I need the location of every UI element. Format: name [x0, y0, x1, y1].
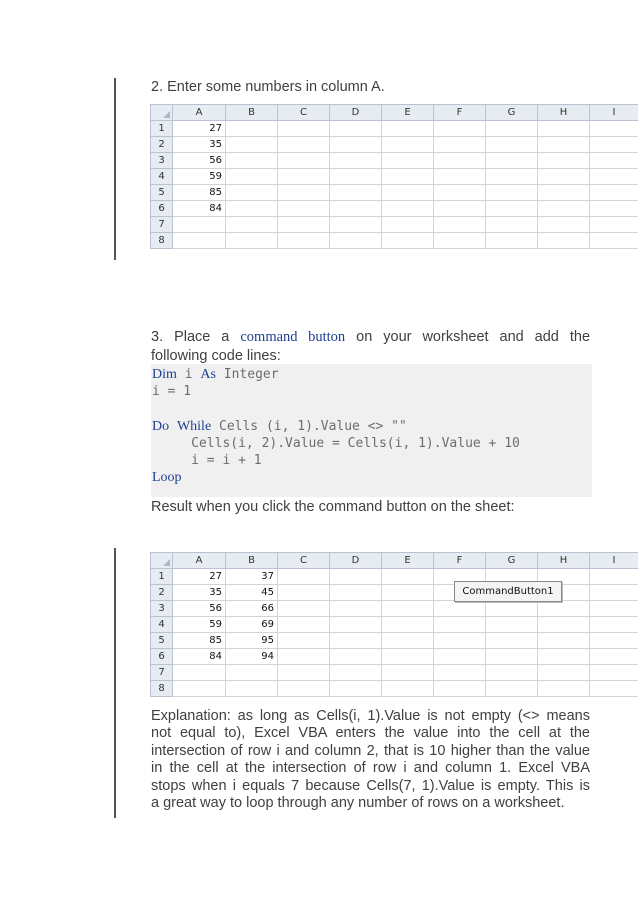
cell[interactable] [226, 137, 278, 153]
cell[interactable] [486, 601, 538, 617]
cell[interactable] [486, 185, 538, 201]
cell[interactable] [226, 217, 278, 233]
cell[interactable] [590, 201, 638, 217]
cell[interactable] [226, 201, 278, 217]
column-header[interactable]: G [486, 553, 538, 569]
cell[interactable] [486, 681, 538, 697]
cell[interactable] [434, 137, 486, 153]
cell[interactable] [434, 633, 486, 649]
cell[interactable] [486, 665, 538, 681]
column-header[interactable]: E [382, 105, 434, 121]
cell[interactable] [226, 665, 278, 681]
cell[interactable] [278, 169, 330, 185]
column-header[interactable]: H [538, 553, 590, 569]
row-header[interactable]: 4 [151, 169, 173, 185]
cell[interactable] [486, 617, 538, 633]
cell[interactable] [590, 185, 638, 201]
cell[interactable] [330, 601, 382, 617]
cell[interactable] [382, 681, 434, 697]
cell[interactable] [278, 617, 330, 633]
column-header[interactable]: D [330, 105, 382, 121]
keyword-dim: Dim [152, 367, 177, 382]
column-header[interactable]: A [173, 105, 226, 121]
cell[interactable] [382, 569, 434, 585]
cell[interactable] [538, 681, 590, 697]
row-header[interactable]: 4 [151, 617, 173, 633]
cell[interactable] [278, 681, 330, 697]
cell[interactable]: 56 [173, 601, 226, 617]
table-row [151, 201, 638, 217]
cell[interactable] [226, 153, 278, 169]
cell[interactable] [278, 665, 330, 681]
command-button-link[interactable]: command button [240, 329, 346, 345]
cell[interactable] [226, 185, 278, 201]
cell[interactable] [330, 121, 382, 137]
keyword-as: As [200, 367, 216, 382]
column-header[interactable]: C [278, 553, 330, 569]
row-header[interactable]: 7 [151, 665, 173, 681]
cell[interactable] [278, 585, 330, 601]
cell[interactable] [382, 585, 434, 601]
row-header[interactable]: 8 [151, 233, 173, 249]
cell[interactable] [590, 665, 638, 681]
cell[interactable] [486, 649, 538, 665]
code-line-6 [152, 469, 182, 486]
cell[interactable] [538, 649, 590, 665]
cell[interactable] [590, 233, 638, 249]
row-header[interactable]: 8 [151, 681, 173, 697]
code-line-4: Cells(i, 2).Value = Cells(i, 1).Value + 10 [152, 436, 520, 451]
cell[interactable]: 85 [173, 633, 226, 649]
cell[interactable] [538, 217, 590, 233]
cell[interactable]: 69 [226, 617, 278, 633]
cell[interactable] [538, 169, 590, 185]
cell[interactable] [434, 185, 486, 201]
cell[interactable] [590, 569, 638, 585]
row-header[interactable]: 1 [151, 121, 173, 137]
cell[interactable] [434, 217, 486, 233]
cell[interactable]: 27 [173, 569, 226, 585]
cell[interactable]: 45 [226, 585, 278, 601]
table-row [151, 617, 638, 633]
cell[interactable] [330, 585, 382, 601]
cell[interactable] [173, 681, 226, 697]
row-header[interactable]: 2 [151, 585, 173, 601]
cell[interactable] [330, 233, 382, 249]
step-3-instruction [151, 328, 590, 347]
table-row [151, 585, 638, 601]
row-header[interactable]: 3 [151, 601, 173, 617]
spreadsheet-column-a [150, 104, 638, 249]
cell[interactable] [382, 601, 434, 617]
cell[interactable] [330, 169, 382, 185]
cell[interactable] [486, 153, 538, 169]
cell[interactable] [382, 185, 434, 201]
step-3-line-2: following code lines: [151, 348, 281, 364]
cell[interactable] [382, 201, 434, 217]
explanation-line: intersection of row i and column 2, that is 10 higher than the value [151, 742, 590, 759]
step-2-instruction: 2. Enter some numbers in column A. [151, 79, 385, 95]
column-header[interactable]: E [382, 553, 434, 569]
explanation-line: a great way to loop through any number of rows on a worksheet. [151, 795, 565, 811]
cell[interactable] [278, 233, 330, 249]
cell[interactable]: 84 [173, 649, 226, 665]
table-row [151, 137, 638, 153]
keyword-loop: Loop [152, 470, 182, 485]
cell[interactable]: 56 [173, 153, 226, 169]
explanation-line: stops when i equals 7 because Cells(7, 1).Value is empty. This is [151, 777, 590, 794]
cell[interactable] [486, 137, 538, 153]
cell[interactable] [486, 201, 538, 217]
table-row [151, 169, 638, 185]
table-row [151, 649, 638, 665]
code-line-2: i = 1 [152, 384, 192, 399]
spreadsheet-result [150, 552, 638, 697]
cell[interactable] [538, 121, 590, 137]
cell[interactable] [330, 153, 382, 169]
cell[interactable] [538, 601, 590, 617]
cell[interactable] [538, 185, 590, 201]
cell[interactable] [486, 233, 538, 249]
cell[interactable] [590, 121, 638, 137]
cell[interactable] [590, 601, 638, 617]
row-header[interactable]: 5 [151, 185, 173, 201]
code-type: Integer [215, 367, 279, 382]
cell[interactable]: 94 [226, 649, 278, 665]
cell[interactable] [330, 617, 382, 633]
cell[interactable] [330, 185, 382, 201]
cell[interactable]: 95 [226, 633, 278, 649]
cell[interactable]: 66 [226, 601, 278, 617]
column-header[interactable]: I [590, 105, 638, 121]
cell[interactable] [538, 665, 590, 681]
select-all-corner[interactable] [151, 553, 173, 569]
cell[interactable] [382, 649, 434, 665]
step-3-pre: 3. Place a [151, 329, 230, 345]
column-header[interactable]: C [278, 105, 330, 121]
cell[interactable] [434, 233, 486, 249]
cell[interactable] [434, 601, 486, 617]
cell[interactable] [538, 633, 590, 649]
cell[interactable] [382, 169, 434, 185]
cell[interactable] [278, 121, 330, 137]
cell[interactable] [382, 633, 434, 649]
cell[interactable] [173, 233, 226, 249]
code-line-1 [152, 366, 279, 383]
cell[interactable] [330, 201, 382, 217]
cell[interactable]: 35 [173, 585, 226, 601]
cell[interactable] [590, 153, 638, 169]
row-header[interactable]: 7 [151, 217, 173, 233]
cell[interactable] [330, 137, 382, 153]
table-row [151, 185, 638, 201]
cell[interactable] [590, 169, 638, 185]
cell[interactable] [278, 153, 330, 169]
explanation-line: not equal to), Excel VBA enters the value into the cell at the [151, 725, 590, 742]
result-caption: Result when you click the command button on the sheet: [151, 499, 515, 515]
margin-bar-bottom [114, 548, 116, 818]
code-condition: Cells (i, 1).Value <> "" [211, 419, 407, 434]
step-3-post: on your worksheet and add the [356, 329, 591, 345]
cell[interactable] [330, 217, 382, 233]
explanation-line: Explanation: as long as Cells(i, 1).Value is not empty (<> means [151, 708, 590, 724]
cell[interactable] [382, 153, 434, 169]
table-row [151, 121, 638, 137]
cell[interactable] [434, 681, 486, 697]
cell[interactable] [330, 681, 382, 697]
table-row [151, 153, 638, 169]
row-header[interactable]: 1 [151, 569, 173, 585]
cell[interactable] [278, 137, 330, 153]
cell[interactable] [486, 633, 538, 649]
column-header-row [151, 553, 638, 569]
cell[interactable]: 84 [173, 201, 226, 217]
cell[interactable] [278, 185, 330, 201]
cell[interactable] [590, 217, 638, 233]
cell[interactable] [278, 633, 330, 649]
column-header[interactable]: G [486, 105, 538, 121]
cell[interactable] [382, 217, 434, 233]
cell[interactable] [226, 681, 278, 697]
cell[interactable] [226, 233, 278, 249]
column-header[interactable]: F [434, 105, 486, 121]
cell[interactable] [434, 121, 486, 137]
command-button-1[interactable]: CommandButton1 [454, 581, 562, 602]
cell[interactable] [434, 617, 486, 633]
cell[interactable] [173, 217, 226, 233]
table-row [151, 217, 638, 233]
code-var: i [176, 367, 201, 382]
column-header[interactable]: D [330, 553, 382, 569]
cell[interactable] [330, 665, 382, 681]
margin-bar-top [114, 78, 116, 260]
cell[interactable] [486, 121, 538, 137]
table-row [151, 569, 638, 585]
cell[interactable] [330, 649, 382, 665]
cell[interactable] [538, 201, 590, 217]
cell[interactable] [590, 585, 638, 601]
row-header[interactable]: 5 [151, 633, 173, 649]
cell[interactable]: 85 [173, 185, 226, 201]
cell[interactable] [226, 169, 278, 185]
cell[interactable] [590, 649, 638, 665]
code-line-5: i = i + 1 [152, 453, 262, 468]
code-line-3 [152, 418, 407, 435]
cell[interactable] [538, 233, 590, 249]
cell[interactable] [330, 569, 382, 585]
cell[interactable] [278, 649, 330, 665]
column-header[interactable]: B [226, 105, 278, 121]
column-header[interactable]: B [226, 553, 278, 569]
select-all-corner[interactable] [151, 105, 173, 121]
row-header[interactable]: 2 [151, 137, 173, 153]
cell[interactable] [382, 121, 434, 137]
cell[interactable] [278, 217, 330, 233]
cell[interactable] [486, 217, 538, 233]
cell[interactable] [278, 601, 330, 617]
cell[interactable] [434, 169, 486, 185]
column-header[interactable]: H [538, 105, 590, 121]
cell[interactable] [330, 633, 382, 649]
cell[interactable] [590, 617, 638, 633]
row-header[interactable]: 6 [151, 201, 173, 217]
column-header[interactable]: F [434, 553, 486, 569]
cell[interactable] [434, 153, 486, 169]
table-row [151, 665, 638, 681]
cell[interactable] [538, 617, 590, 633]
cell[interactable] [382, 665, 434, 681]
cell[interactable] [382, 617, 434, 633]
cell[interactable]: 37 [226, 569, 278, 585]
cell[interactable] [434, 649, 486, 665]
cell[interactable]: 35 [173, 137, 226, 153]
cell[interactable]: 27 [173, 121, 226, 137]
cell[interactable] [590, 137, 638, 153]
table-row [151, 601, 638, 617]
explanation-line: in the cell at the intersection of row i and column 1. Excel VBA [151, 760, 590, 777]
cell[interactable] [434, 201, 486, 217]
cell[interactable] [590, 633, 638, 649]
cell[interactable] [226, 121, 278, 137]
keyword-while: While [176, 419, 212, 434]
cell[interactable] [278, 569, 330, 585]
row-header[interactable]: 3 [151, 153, 173, 169]
cell[interactable] [173, 665, 226, 681]
cell[interactable] [382, 137, 434, 153]
row-header[interactable]: 6 [151, 649, 173, 665]
cell[interactable] [538, 137, 590, 153]
cell[interactable]: 59 [173, 617, 226, 633]
cell[interactable] [486, 169, 538, 185]
cell[interactable] [590, 681, 638, 697]
cell[interactable] [278, 201, 330, 217]
cell[interactable] [434, 665, 486, 681]
table-row [151, 633, 638, 649]
cell[interactable] [382, 233, 434, 249]
column-header[interactable]: I [590, 553, 638, 569]
cell[interactable]: 59 [173, 169, 226, 185]
table-row [151, 233, 638, 249]
keyword-do: Do [152, 419, 170, 434]
column-header-row [151, 105, 638, 121]
column-header[interactable]: A [173, 553, 226, 569]
cell[interactable] [538, 153, 590, 169]
table-row [151, 681, 638, 697]
